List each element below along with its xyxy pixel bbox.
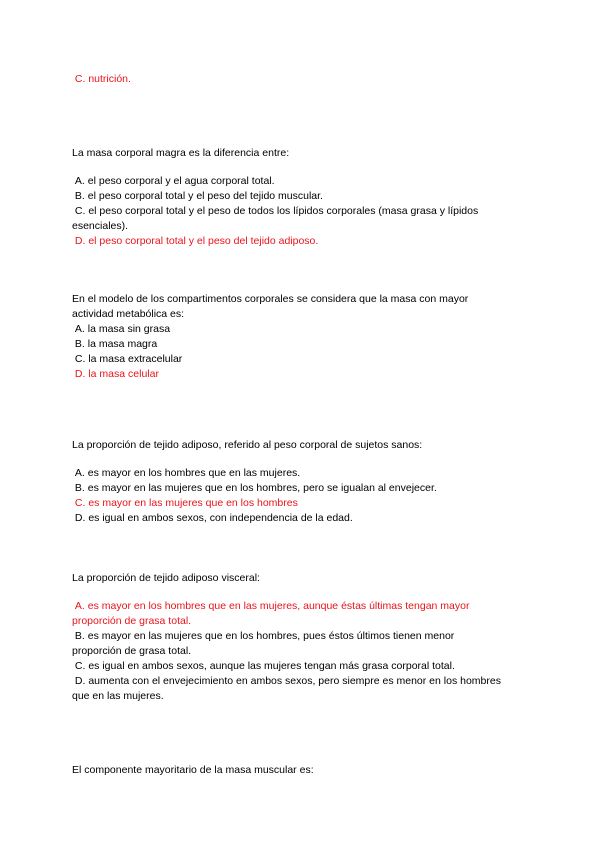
question-2-text-line-2: actividad metabólica es: xyxy=(72,308,185,320)
option-b: B. el peso corporal total y el peso del tejido muscular. xyxy=(72,190,323,202)
question-4-text: La proporción de tejido adiposo visceral: xyxy=(72,572,260,584)
option-c: C. la masa extracelular xyxy=(72,353,183,365)
option-b: B. es mayor en las mujeres que en los hombres, pues éstos últimos tienen menor xyxy=(72,630,455,642)
question-3-options xyxy=(72,466,532,526)
option-b-continued: proporción de grasa total. xyxy=(72,645,192,657)
option-d: D. el peso corporal total y el peso del tejido adiposo. xyxy=(72,235,319,247)
question-4-options xyxy=(72,599,532,704)
question-2-text-line-1: En el modelo de los compartimentos corporales se considera que la masa con mayor xyxy=(72,293,469,305)
option-c: C. es mayor en las mujeres que en los hombres xyxy=(72,497,298,509)
option-b: B. la masa magra xyxy=(72,338,158,350)
question-0-options xyxy=(72,72,532,87)
option-c: C. nutrición. xyxy=(72,73,131,85)
question-3 xyxy=(72,438,532,453)
option-d-continued: que en las mujeres. xyxy=(72,690,164,702)
option-a: A. es mayor en los hombres que en las mujeres. xyxy=(72,467,301,479)
question-5-text: El componente mayoritario de la masa muscular es: xyxy=(72,764,314,776)
option-a: A. la masa sin grasa xyxy=(72,323,171,335)
option-a: A. es mayor en los hombres que en las mujeres, aunque éstas últimas tengan mayor xyxy=(72,600,470,612)
question-1-text: La masa corporal magra es la diferencia entre: xyxy=(72,147,290,159)
question-1-options xyxy=(72,174,532,249)
question-4 xyxy=(72,571,532,586)
option-a-continued: proporción de grasa total. xyxy=(72,615,192,627)
option-d: D. la masa celular xyxy=(72,368,159,380)
option-c-continued: esenciales). xyxy=(72,220,129,232)
option-c: C. es igual en ambos sexos, aunque las mujeres tengan más grasa corporal total. xyxy=(72,660,455,672)
question-3-text: La proporción de tejido adiposo, referido al peso corporal de sujetos sanos: xyxy=(72,439,423,451)
option-d: D. es igual en ambos sexos, con independencia de la edad. xyxy=(72,512,353,524)
question-5 xyxy=(72,763,532,778)
option-a: A. el peso corporal y el agua corporal total. xyxy=(72,175,275,187)
option-b: B. es mayor en las mujeres que en los hombres, pero se igualan al envejecer. xyxy=(72,482,437,494)
option-d: D. aumenta con el envejecimiento en ambos sexos, pero siempre es menor en los hombres xyxy=(72,675,501,687)
option-c: C. el peso corporal total y el peso de todos los lípidos corporales (masa grasa y lípidos xyxy=(72,205,479,217)
question-1 xyxy=(72,146,532,161)
question-2 xyxy=(72,292,532,382)
